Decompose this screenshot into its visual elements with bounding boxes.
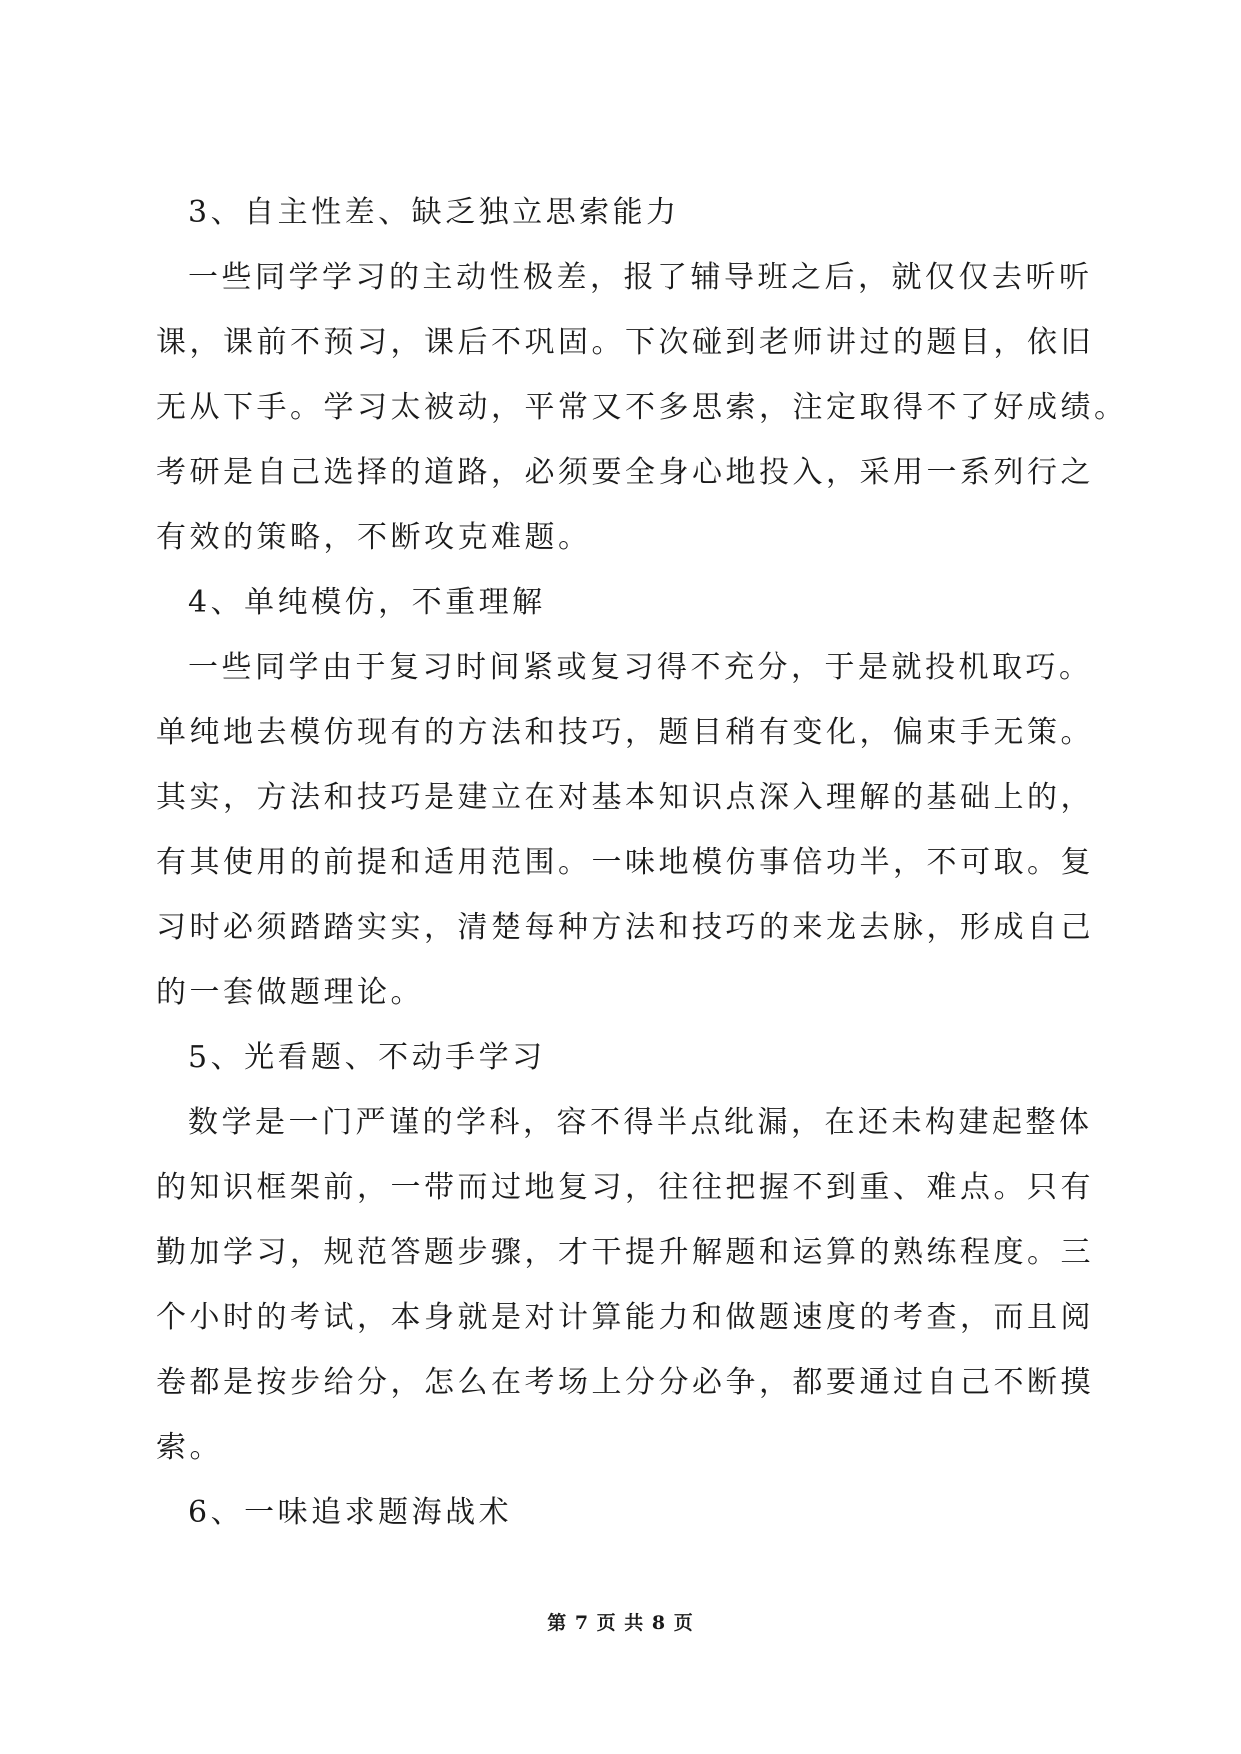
paragraph-line: 数学是一门严谨的学科，容不得半点纰漏，在还未构建起整体 <box>188 1105 1093 1140</box>
paragraph-line: 个小时的考试，本身就是对计算能力和做题速度的考查，而且阅 <box>156 1300 1094 1335</box>
paragraph-line: 一些同学学习的主动性极差，报了辅导班之后，就仅仅去听听 <box>188 260 1093 295</box>
paragraph-line: 勤加学习，规范答题步骤，才干提升解题和运算的熟练程度。三 <box>156 1235 1094 1270</box>
document-body <box>156 190 1128 1535</box>
paragraph-line: 卷都是按步给分，怎么在考场上分分必争，都要通过自己不断摸 <box>156 1365 1094 1400</box>
section-heading-6: 6、一味追求题海战术 <box>188 1495 513 1530</box>
paragraph-line: 无从下手。学习太被动，平常又不多思索，注定取得不了好成绩。 <box>156 390 1128 425</box>
paragraph-line: 习时必须踏踏实实，清楚每种方法和技巧的来龙去脉，形成自己 <box>156 910 1094 945</box>
paragraph-line: 有效的策略，不断攻克难题。 <box>156 520 592 555</box>
paragraph-line: 其实，方法和技巧是建立在对基本知识点深入理解的基础上的， <box>156 780 1094 815</box>
paragraph-line: 考研是自己选择的道路，必须要全身心地投入，采用一系列行之 <box>156 455 1094 490</box>
paragraph-line: 单纯地去模仿现有的方法和技巧，题目稍有变化，偏束手无策。 <box>156 715 1094 750</box>
section-heading-3: 3、自主性差、缺乏独立思索能力 <box>188 195 680 230</box>
page-number-footer: 第 7 页 共 8 页 <box>547 1612 694 1634</box>
paragraph-line: 的知识框架前，一带而过地复习，往往把握不到重、难点。只有 <box>156 1170 1094 1205</box>
paragraph-line: 一些同学由于复习时间紧或复习得不充分，于是就投机取巧。 <box>188 650 1093 685</box>
section-heading-4: 4、单纯模仿，不重理解 <box>188 585 546 620</box>
paragraph-line: 课，课前不预习，课后不巩固。下次碰到老师讲过的题目，依旧 <box>156 325 1094 360</box>
section-heading-5: 5、光看题、不动手学习 <box>188 1040 546 1075</box>
paragraph-line: 索。 <box>156 1430 223 1465</box>
paragraph-line: 的一套做题理论。 <box>156 975 424 1010</box>
paragraph-line: 有其使用的前提和适用范围。一味地模仿事倍功半，不可取。复 <box>156 845 1094 880</box>
